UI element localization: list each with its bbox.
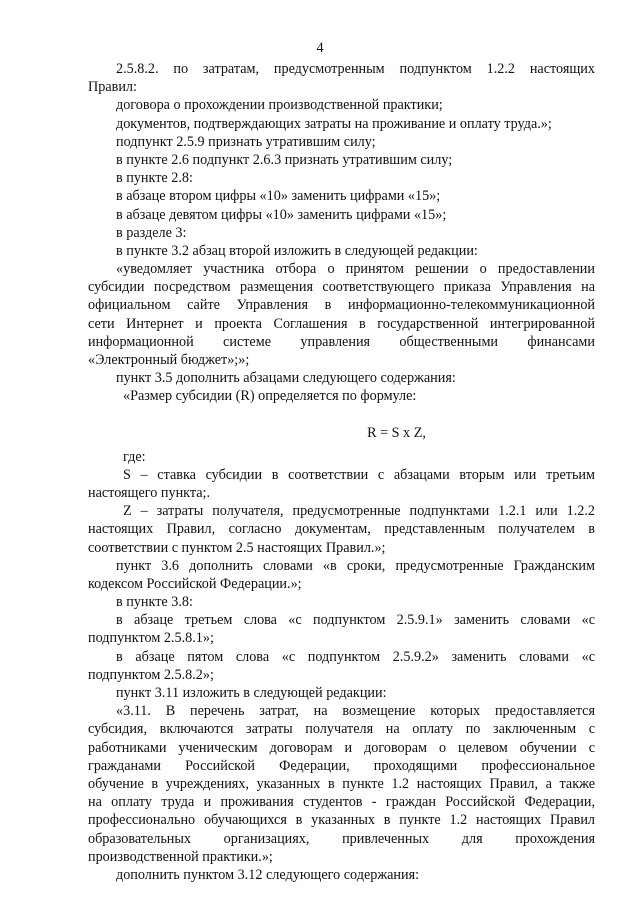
- text-line: «Электронный бюджет»;»;: [88, 352, 250, 368]
- text-line: настоящих Правил, согласно документам, представленным получателем в: [88, 521, 595, 538]
- text-line: образовательных организациях, привлеченных для прохождения: [88, 830, 595, 847]
- text-line: подпунктом 2.5.8.2»;: [88, 666, 214, 683]
- text-line: в пункте 2.8:: [116, 170, 193, 187]
- text-line: гражданами Российской Федерации, проходящими профессиональное: [88, 757, 595, 774]
- text-line: подпунктом 2.5.8.1»;: [88, 630, 214, 647]
- text-line: где:: [123, 448, 146, 465]
- text-line: договора о прохождении производственной практики;: [116, 97, 443, 114]
- text-line: в абзаце втором цифры «10» заменить цифрами «15»;: [116, 188, 441, 205]
- text-line: на оплату труда и проживания студентов - граждан Российской Федерации,: [88, 794, 595, 811]
- text-line: S – ставка субсидии в соответствии с абзацами вторым или третьим: [123, 466, 595, 483]
- document-body: [88, 60, 595, 884]
- text-line: официальном сайте Управления в информационно-телекоммуникационной: [88, 297, 595, 314]
- text-line: в пункте 2.6 подпункт 2.6.3 признать утратившим силу;: [116, 151, 453, 168]
- text-line: пункт 3.6 дополнить словами «в сроки, предусмотренные Гражданским: [116, 557, 595, 574]
- text-line: в абзаце пятом слова «с подпунктом 2.5.9.2» заменить словами «с: [116, 648, 595, 665]
- text-line: пункт 3.11 изложить в следующей редакции:: [116, 685, 387, 701]
- text-line: 2.5.8.2. по затратам, предусмотренным подпунктом 1.2.2 настоящих: [116, 61, 595, 77]
- text-line: производственной практики.»;: [88, 848, 273, 865]
- text-line: «Размер субсидии (R) определяется по формуле:: [123, 388, 417, 405]
- text-line: пункт 3.5 дополнить абзацами следующего содержания:: [116, 370, 456, 387]
- text-line: сети Интернет и проекта Соглашения в государственной интегрированной: [88, 315, 595, 332]
- page-number: 4: [316, 40, 324, 56]
- text-line: работниками ученическим договорам и договорам о целевом обучении с: [88, 739, 595, 756]
- text-line: в пункте 3.2 абзац второй изложить в следующей редакции:: [116, 242, 478, 259]
- text-line: «3.11. В перечень затрат, на возмещение которых предоставляется: [116, 703, 595, 720]
- text-line: Z – затраты получателя, предусмотренные подпунктами 1.2.1 или 1.2.2: [123, 503, 595, 520]
- text-line: Правил:: [88, 79, 137, 96]
- text-line: документов, подтверждающих затраты на проживание и оплату труда.»;: [116, 115, 552, 132]
- text-line: профессионально обучающихся в указанных в пункте 1.2 настоящих Правил: [88, 812, 595, 829]
- text-line: в пункте 3.8:: [116, 594, 193, 611]
- text-line: настоящего пункта;.: [88, 484, 211, 501]
- text-line: соответствии с пунктом 2.5 настоящих Правил.»;: [88, 539, 386, 556]
- text-line: субсидия, включаются затраты получателя на оплату по заключенным с: [88, 721, 595, 738]
- text-line: подпункт 2.5.9 признать утратившим силу;: [116, 133, 376, 150]
- text-line: субсидии посредством размещения соответствующего приказа Управления на: [88, 279, 595, 296]
- text-line: в абзаце третьем слова «с подпунктом 2.5.9.1» заменить словами «с: [116, 612, 595, 629]
- text-line: кодексом Российской Федерации.»;: [88, 575, 302, 592]
- text-line: «уведомляет участника отбора о принятом решении о предоставлении: [116, 261, 595, 278]
- text-line: информационной системе управления общественными финансами: [88, 333, 595, 350]
- text-line: обучение в учреждениях, указанных в пункте 1.2 настоящих Правил, а также: [88, 775, 595, 792]
- text-line: в разделе 3:: [116, 224, 187, 241]
- text-line: в абзаце девятом цифры «10» заменить цифрами «15»;: [116, 206, 447, 223]
- text-line: дополнить пунктом 3.12 следующего содержания:: [116, 866, 420, 883]
- formula: R = S x Z,: [367, 424, 426, 441]
